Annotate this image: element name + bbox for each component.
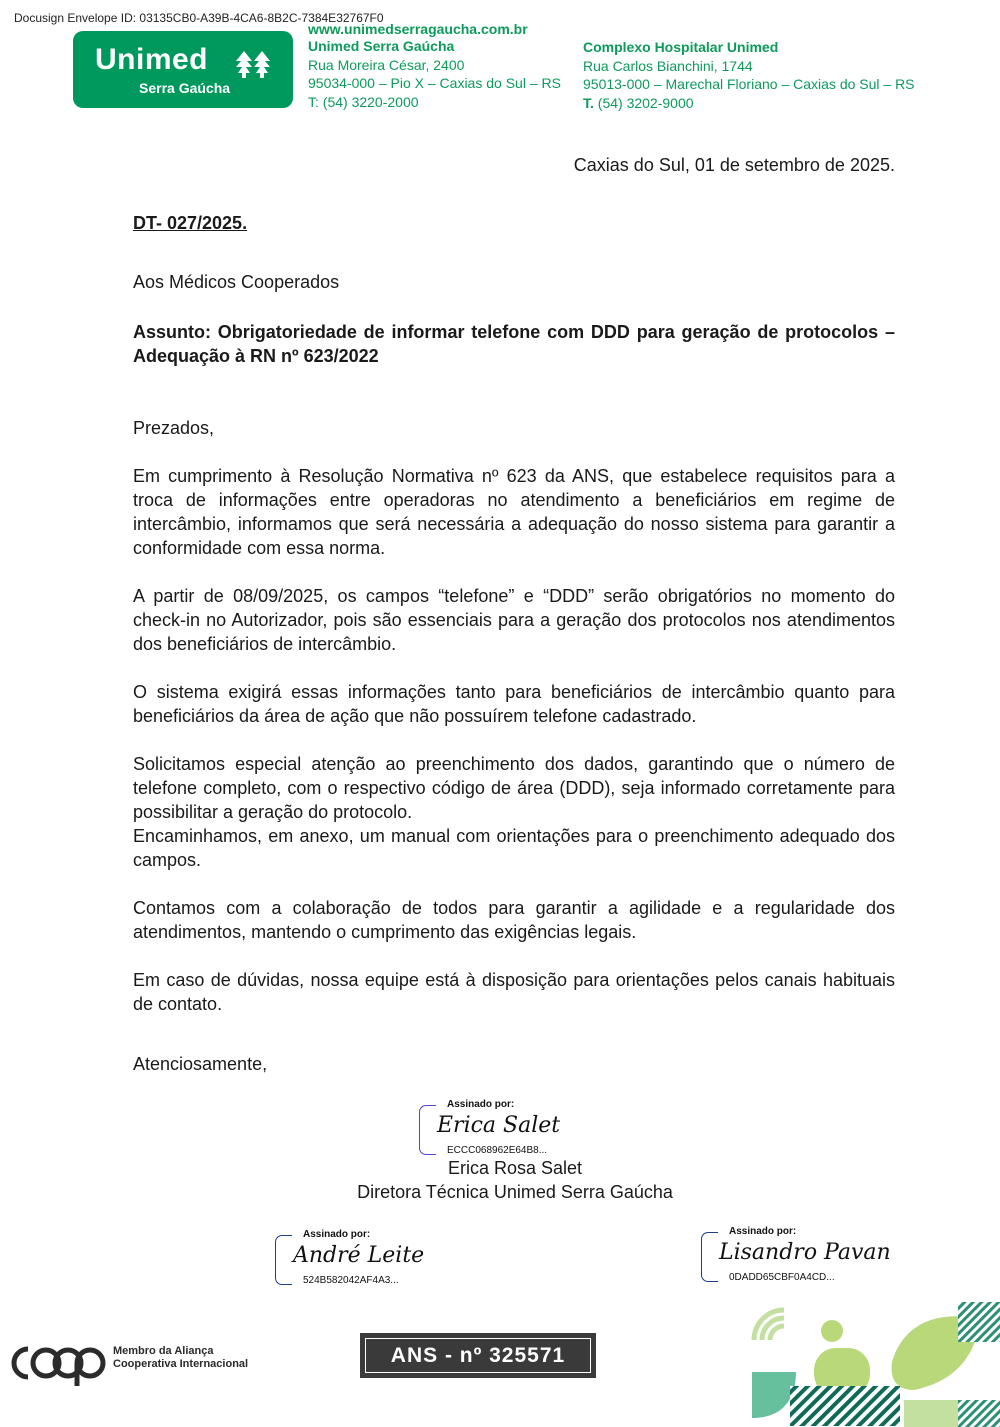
coop-text-line: Membro da Aliança <box>113 1345 214 1357</box>
unit-street: Rua Carlos Bianchini, 1744 <box>583 57 753 74</box>
decorative-shapes-icon <box>744 1300 1000 1427</box>
signature-hash: 0DADD65CBF0A4CD... <box>729 1272 835 1283</box>
unit-street: Rua Moreira César, 2400 <box>308 56 465 73</box>
letter-body <box>133 416 895 1100</box>
handwritten-signature: André Leite <box>293 1243 425 1268</box>
logo-subtitle: Serra Gaúcha <box>139 80 231 96</box>
ans-registry-text: ANS - nº 325571 <box>365 1338 591 1373</box>
paragraph: O sistema exigirá essas informações tanto para beneficiários de intercâmbio quanto para beneficiários da área de ação que não possuírem telefone cadastrado. <box>133 682 895 726</box>
signer-name: Erica Rosa Salet <box>447 1158 583 1178</box>
document-reference: DT- 027/2025. <box>133 213 248 233</box>
signature-bracket <box>419 1105 436 1155</box>
unit-city: 95013-000 – Marechal Floriano – Caxias do Sul – RS <box>583 76 915 92</box>
ans-registry-badge <box>360 1333 596 1378</box>
signature-bracket <box>275 1235 292 1285</box>
subject: Assunto: Obrigatoriedade de informar telefone com DDD para geração de protocolos – Adequação à RN nº 623/2022 <box>133 322 895 366</box>
greeting: Prezados, <box>133 418 215 438</box>
signature-label: Assinado por: <box>303 1229 371 1240</box>
address-complexo-hospitalar <box>583 38 915 112</box>
signature-bracket <box>701 1232 718 1282</box>
handwritten-signature: Lisandro Pavan <box>719 1240 891 1265</box>
closing: Atenciosamente, <box>133 1054 268 1074</box>
logo-wordmark: Unimed <box>95 43 209 76</box>
phone-prefix: T. <box>583 94 594 111</box>
unit-name: Complexo Hospitalar Unimed <box>583 39 779 55</box>
unimed-tree-icon <box>235 49 271 79</box>
signature-label: Assinado por: <box>729 1226 797 1237</box>
address-unimed-serra-gaucha <box>308 20 561 111</box>
paragraph: Em cumprimento à Resolução Normativa nº 623 da ANS, que estabelece requisitos para a troca de informações entre operadoras no atendimento a beneficiários em regime de intercâmbio, informamos que será necessária a adequação do nosso sistema para garantir a conformidade com essa norma. <box>133 466 895 558</box>
coop-membership-text <box>113 1345 248 1370</box>
paragraph: Encaminhamos, em anexo, um manual com orientações para o preenchimento adequado dos campos. <box>133 826 895 870</box>
unit-phone <box>583 94 915 113</box>
unimed-logo <box>73 31 293 108</box>
unit-city: 95034-000 – Pio X – Caxias do Sul – RS <box>308 75 561 91</box>
signature-hash: 524B582042AF4A3... <box>303 1275 399 1286</box>
coop-text-line: Cooperativa Internacional <box>113 1357 249 1370</box>
paragraph: A partir de 08/09/2025, os campos “telefone” e “DDD” serão obrigatórios no momento do check-in no Autorizador, pois são essenciais para a geração dos protocolos nos atendimentos dos beneficiários de intercâmbio. <box>133 586 895 654</box>
docusign-envelope-id: Docusign Envelope ID: 03135CB0-A39B-4CA6-8B2C-7384E32767F0 <box>14 11 384 25</box>
signer-role: Diretora Técnica Unimed Serra Gaúcha <box>357 1182 673 1202</box>
website: www.unimedserragaucha.com.br <box>308 21 528 37</box>
unit-phone: T: (54) 3220-2000 <box>308 93 419 110</box>
paragraph: Contamos com a colaboração de todos para garantir a agilidade e a regularidade dos atendimentos, mantendo o cumprimento das exigências legais. <box>133 898 895 942</box>
unit-name: Unimed Serra Gaúcha <box>308 38 455 54</box>
handwritten-signature: Erica Salet <box>437 1113 561 1138</box>
place-date: Caxias do Sul, 01 de setembro de 2025. <box>573 155 895 175</box>
phone-number: (54) 3202-9000 <box>593 94 694 111</box>
paragraph: Solicitamos especial atenção ao preenchimento dos dados, garantindo que o número de telefone completo, com o respectivo código de área (DDD), seja informado corretamente para possibilitar a geração do protocolo. <box>133 754 895 822</box>
signature-hash: ECCC068962E64B8... <box>447 1145 548 1156</box>
recipient: Aos Médicos Cooperados <box>133 272 340 292</box>
signature-label: Assinado por: <box>447 1099 515 1110</box>
paragraph: Em caso de dúvidas, nossa equipe está à disposição para orientações pelos canais habituais de contato. <box>133 970 895 1014</box>
